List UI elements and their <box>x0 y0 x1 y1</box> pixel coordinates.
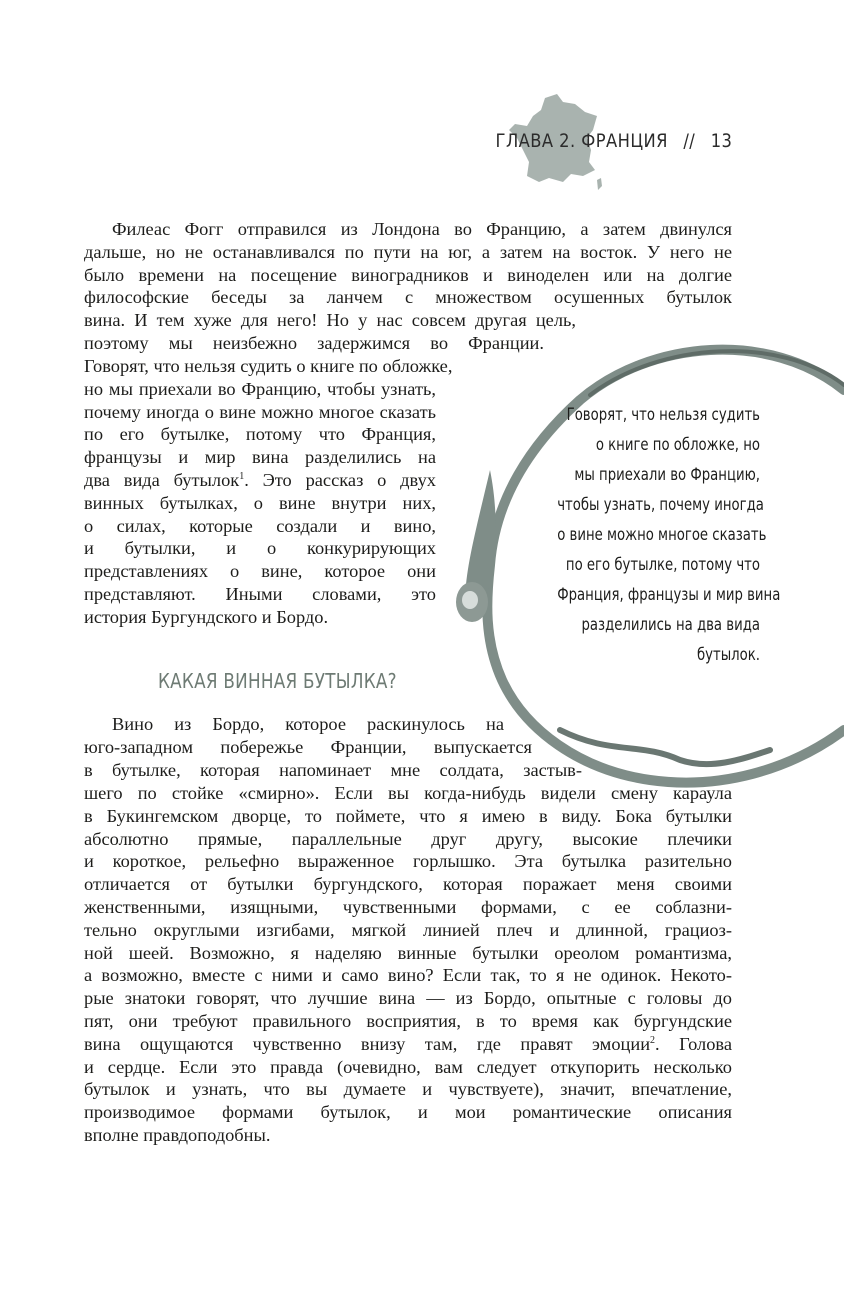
text-line: Вино из Бордо, которое раскинулось на <box>112 714 504 734</box>
text-line: почему иногда о вине можно многое сказать <box>84 401 436 422</box>
text-line: представлениях о вине, которое они <box>84 561 436 582</box>
text-line: абсолютно прямые, параллельные друг другу, высокие плечики <box>84 828 732 849</box>
text-line: и сердце. Если это правда (очевидно, вам следует откупорить несколько <box>84 1056 732 1077</box>
text-line: Говорят, что нельзя судить о книге по обложке, <box>84 356 453 376</box>
text-line: и бутылки, и о конкурирующих <box>84 538 436 559</box>
header-separator: // <box>682 130 695 152</box>
text-line: в Букингемском дворце, то поймете, что я имею в виду. Бока бутылки <box>84 805 732 826</box>
section-heading: КАКАЯ ВИННАЯ БУТЫЛКА? <box>158 669 397 693</box>
section-paragraph-narrow-c <box>84 759 582 782</box>
text-line: представляют. Иными словами, это <box>84 583 436 604</box>
text-line: винных бутылках, о вине внутри них, <box>84 492 436 513</box>
section-paragraph-narrow-b <box>84 736 532 759</box>
text-line: юго-западном побережье Франции, выпускается <box>84 737 532 757</box>
text-line: о силах, которые создали и вино, <box>84 515 436 536</box>
footnote-ref-1[interactable]: 1 <box>239 470 245 482</box>
pullquote-line: разделились на два вида <box>581 615 760 635</box>
footnote-ref-2[interactable]: 2 <box>650 1034 656 1046</box>
text-line: шего по стойке «смирно». Если вы когда-нибудь видели смену караула <box>84 783 732 803</box>
text-line: вполне правдоподобны. <box>84 1124 271 1145</box>
intro-paragraph <box>84 218 732 309</box>
text-line: в бутылке, которая напоминает мне солдата, застыв- <box>84 760 582 780</box>
text-line: французы и мир вина разделились на <box>84 447 436 468</box>
pullquote-line: чтобы узнать, почему иногда <box>557 495 764 515</box>
text-line: тельно округлыми изгибами, мягкой линией плеч и длинной, грациоз- <box>84 919 732 940</box>
text-line: было времени на посещение виноградников и виноделен или на долгие <box>84 264 732 285</box>
section-paragraph-full <box>84 782 732 1147</box>
text-line-with-footnote: вина ощущаются чувственно внизу там, где правят эмоции$^2$. Голова <box>84 1033 733 1054</box>
text-line: женственными, изящными, чувственными формами, с ее соблазни- <box>84 896 732 917</box>
text-line: дальше, но не останавливался по пути на юг, а затем на восток. У него не <box>84 241 732 262</box>
pullquote-line: Франция, французы и мир вина <box>557 585 781 605</box>
pullquote-line: Говорят, что нельзя судить <box>566 405 760 425</box>
text-line: история Бургундского и Бордо. <box>84 606 329 627</box>
text-line: пят, они требуют правильного восприятия, в то время как бургундские <box>84 1010 732 1031</box>
pullquote-line: по его бутылке, потому что <box>565 555 760 575</box>
text-line-with-footnote: два вида бутылок$^1$. Это рассказ о двух <box>84 469 436 490</box>
text-line: вина. И тем хуже для него! Но у нас совсем другая цель, <box>84 310 576 330</box>
pullquote-line: бутылок. <box>696 645 760 665</box>
pullquote-line: мы приехали во Францию, <box>574 465 760 485</box>
running-header <box>495 130 732 152</box>
text-line: но мы приехали во Францию, чтобы узнать, <box>84 378 436 399</box>
text-line: и короткое, рельефно выраженное горлышко. Эта бутылка разительно <box>84 851 732 872</box>
pullquote-line: о книге по обложке, но <box>595 435 760 455</box>
intro-paragraph-narrow-a <box>84 309 576 332</box>
pullquote <box>500 400 781 670</box>
text-line: бутылок и узнать, что вы думаете и чувствуете), значит, впечатление, <box>84 1079 732 1100</box>
text-line: рые знатоки говорят, что лучшие вина — из Бордо, опытные с головы до <box>84 988 732 1009</box>
text-line: отличается от бутылки бургундского, которая поражает меня своими <box>84 874 732 895</box>
chapter-title: ГЛАВА 2. ФРАНЦИЯ <box>495 130 668 152</box>
text-line: поэтому мы неизбежно задержимся во Франции. <box>84 333 544 353</box>
text-line: ной шеей. Возможно, я наделяю винные бутылки ореолом романтизма, <box>84 942 732 963</box>
text-line: а возможно, вместе с ними и само вино? Если так, то я не одинок. Некото- <box>84 965 732 986</box>
text-line: по его бутылке, потому что Франция, <box>84 424 436 445</box>
text-line: Филеас Фогг отправился из Лондона во Францию, а затем двинулся <box>112 219 732 239</box>
section-paragraph-narrow-a <box>84 713 504 736</box>
page-number: 13 <box>710 130 732 152</box>
intro-paragraph-narrow-c <box>84 355 453 629</box>
text-line: философские беседы за ланчем с множеством осушенных бутылок <box>84 287 732 308</box>
pullquote-line: о вине можно многое сказать <box>557 525 767 545</box>
text-line: производимое формами бутылок, и мои романтические описания <box>84 1102 732 1123</box>
